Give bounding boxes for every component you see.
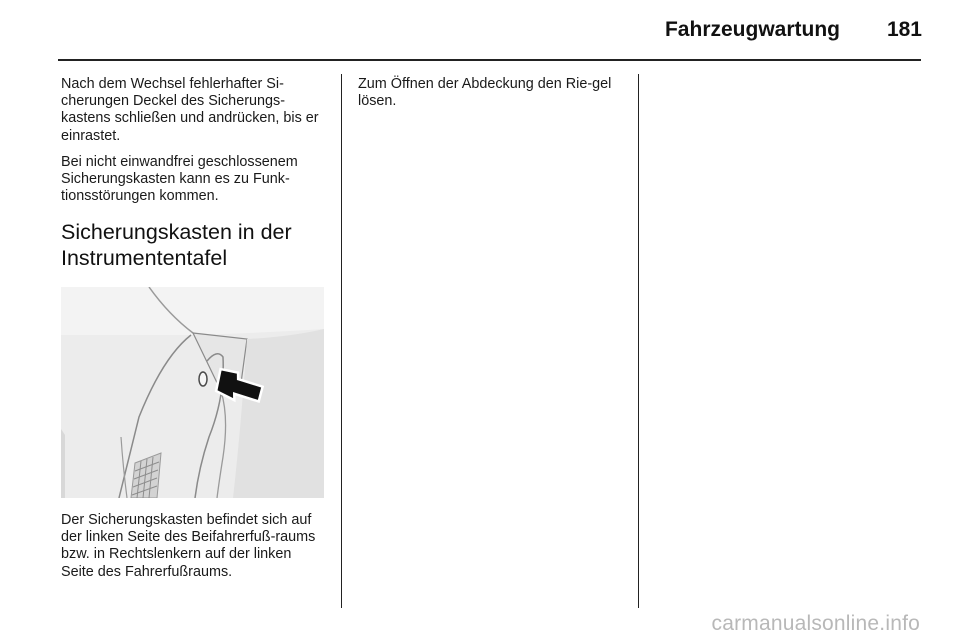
left-column: [61, 76, 327, 271]
body-paragraph: Zum Öffnen der Abdeckung den Rie-gel lösen.: [358, 76, 612, 110]
fuse-box-illustration: [61, 287, 324, 498]
column-divider-left: [341, 74, 342, 608]
fuse-box-drawing: [61, 287, 324, 498]
page-number: 181: [886, 18, 922, 41]
figure-caption: Der Sicherungskasten befindet sich auf der linken Seite des Beifahrerfuß-raums bzw. in Rechtslenkern auf der linken Seite des Fahrerfußraums.: [61, 512, 316, 580]
page-header-title: Fahrzeugwartung: [664, 18, 840, 41]
section-heading: Sicherungskasten in der Instrumententafel: [61, 220, 292, 271]
column-divider-right: [638, 74, 639, 608]
body-paragraph: Bei nicht einwandfrei geschlossenem Sicherungskasten kann es zu Funk-tionsstörungen kommen.: [61, 153, 298, 205]
header-divider: [58, 59, 921, 61]
body-paragraph: Nach dem Wechsel fehlerhafter Si-cherungen Deckel des Sicherungs-kastens schließen und andrücken, bis er einrastet.: [61, 76, 319, 144]
watermark: carmanualsonline.info: [711, 612, 920, 635]
figure-caption-block: [61, 512, 327, 590]
middle-column: [358, 76, 624, 119]
